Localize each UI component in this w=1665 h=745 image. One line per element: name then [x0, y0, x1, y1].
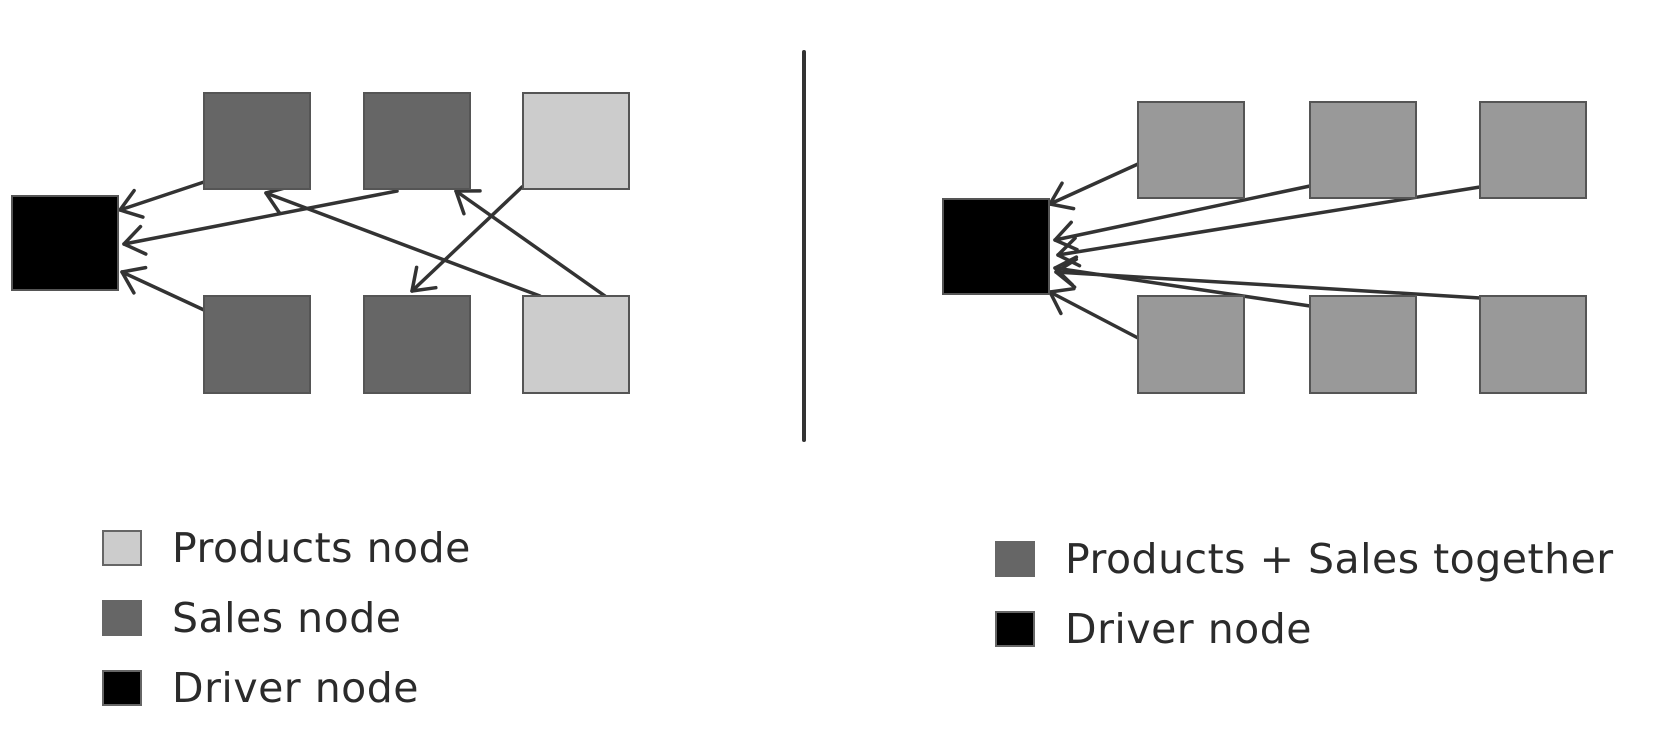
legend-item-combined: [995, 537, 1614, 581]
driver-swatch-right: [995, 611, 1035, 647]
left-node-sales-bottom-1: [204, 296, 310, 393]
left-edge-products-top-to-sales-bottom-2: [412, 187, 522, 291]
sales-swatch: [102, 600, 142, 636]
legend-item-sales: [102, 596, 471, 640]
legend-label-driver: Driver node: [172, 664, 420, 712]
right-node-combined-bottom-3: [1480, 296, 1586, 393]
right-edge-combined-bottom-1-to-driver: [1050, 289, 1138, 338]
edge-line: [1056, 272, 1480, 298]
edge-line: [1050, 292, 1138, 338]
combined-swatch: [995, 541, 1035, 577]
right-edge-combined-top-1-to-driver: [1050, 164, 1138, 209]
legend-item-products: [102, 526, 471, 570]
right-node-combined-top-3: [1480, 102, 1586, 198]
right-node-driver: [943, 199, 1049, 294]
right-node-combined-bottom-1: [1138, 296, 1244, 393]
left-diagram-nodes: [12, 93, 629, 393]
edge-line: [456, 191, 605, 296]
left-node-driver: [12, 196, 118, 290]
products-swatch: [102, 530, 142, 566]
legend-item-driver-right: [995, 607, 1614, 651]
left-edge-products-bottom-to-sales-top-2: [456, 191, 605, 296]
left-node-sales-top-2: [364, 93, 470, 189]
legend-label-products: Products node: [172, 524, 471, 572]
right-node-combined-bottom-2: [1310, 296, 1416, 393]
left-diagram-edges: [120, 182, 605, 310]
legend-label-sales: Sales node: [172, 594, 402, 642]
right-node-combined-top-2: [1310, 102, 1416, 198]
left-edge-products-bottom-to-sales-top-1: [266, 187, 540, 296]
legend-left: [102, 526, 471, 736]
legend-item-driver: [102, 666, 471, 710]
left-node-products-top: [523, 93, 629, 189]
legend-label-combined: Products + Sales together: [1065, 535, 1614, 583]
edge-line: [124, 191, 397, 244]
legend-right: [995, 537, 1614, 677]
driver-swatch: [102, 670, 142, 706]
left-node-sales-top-1: [204, 93, 310, 189]
edge-line: [120, 182, 204, 210]
left-node-sales-bottom-2: [364, 296, 470, 393]
right-diagram-nodes: [943, 102, 1586, 393]
edge-line: [412, 187, 522, 291]
left-edge-sales-top-2-to-driver: [124, 191, 397, 254]
left-node-products-bottom: [523, 296, 629, 393]
right-node-combined-top-1: [1138, 102, 1244, 198]
legend-label-driver-right: Driver node: [1065, 605, 1313, 653]
left-edge-sales-top-1-to-driver: [120, 182, 204, 217]
left-edge-sales-bottom-1-to-driver: [122, 268, 204, 310]
